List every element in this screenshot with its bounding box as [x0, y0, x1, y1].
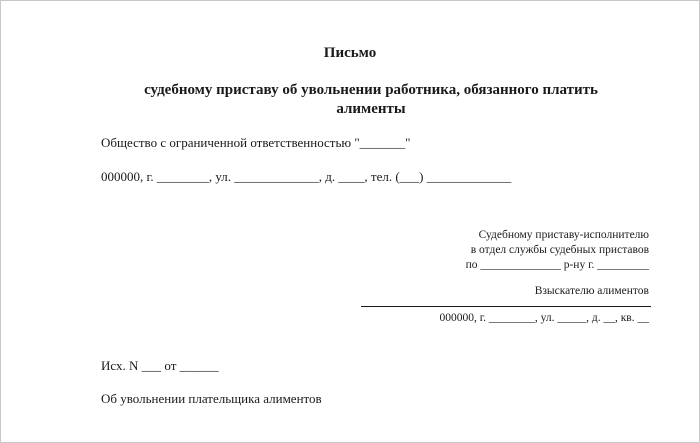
company-line: Общество с ограниченной ответственностью "_______" [101, 135, 411, 150]
claimant-name-line [361, 306, 651, 307]
subtitle-line-2: алименты [336, 101, 406, 117]
subtitle-line-1: судебному приставу об увольнении работника, обязанного платить [144, 82, 598, 98]
recipient-line-2: в отдел службы судебных приставов [470, 244, 649, 256]
subject-line: Об увольнении плательщика алиментов [101, 391, 322, 406]
document-subtitle [91, 81, 651, 119]
recipient-line-3: по ______________ р-ну г. _________ [465, 259, 649, 271]
address-line: 000000, г. ________, ул. _____________, д. ____, тел. (___) _____________ [101, 169, 512, 184]
recipient-block [466, 228, 649, 273]
document-title: Письмо [323, 45, 377, 61]
outgoing-number: Исх. N ___ от ______ [101, 358, 219, 373]
claimant-label: Взыскателю алиментов [534, 285, 649, 297]
claimant-address: 000000, г. ________, ул. _____, д. __, кв. __ [439, 312, 649, 324]
recipient-line-1: Судебному приставу-исполнителю [478, 229, 649, 241]
